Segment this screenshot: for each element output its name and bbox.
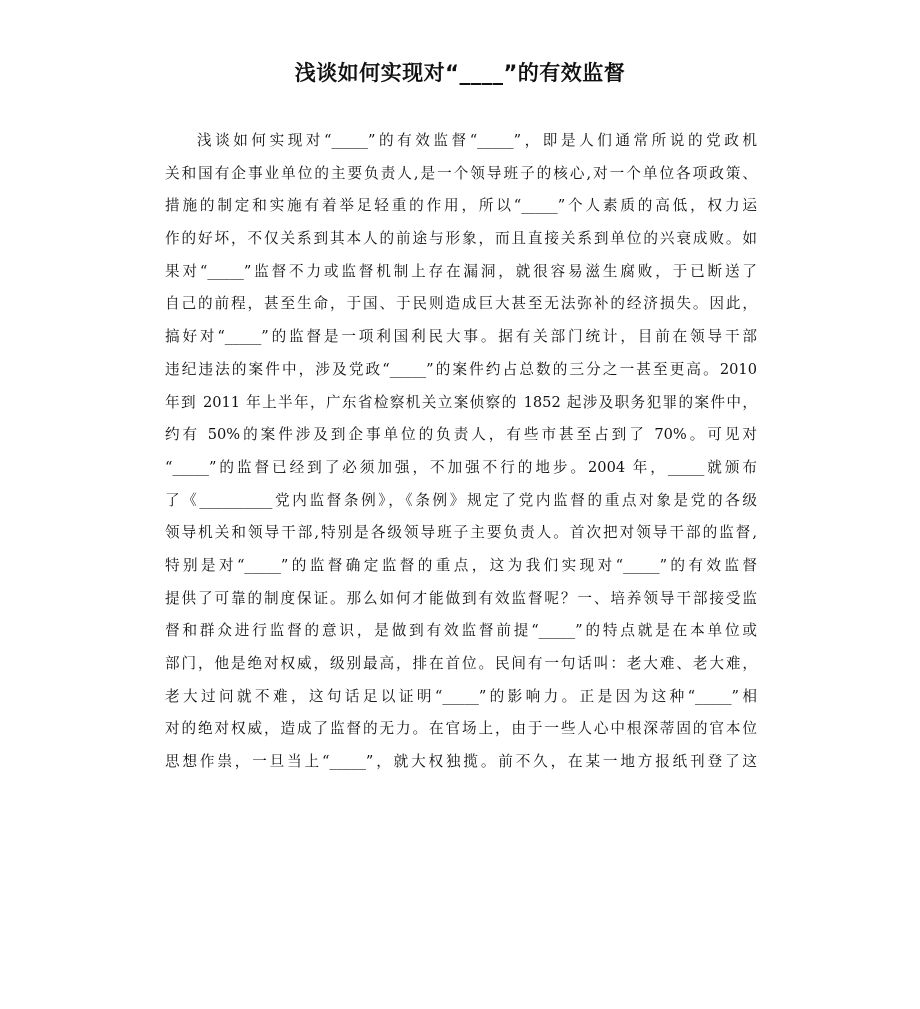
paragraph-line: 作的好坏，不仅关系到其本人的前途与形象，而且直接关系到单位的兴衰成败。如 [165, 230, 757, 248]
paragraph-line: 提供了可靠的制度保证。那么如何才能做到有效监督呢？一、培养领导干部接受监 [165, 589, 757, 607]
paragraph-line: 部门，他是绝对权威，级别最高，排在首位。民间有一句话叫：老大难、老大难， [165, 655, 757, 672]
paragraph-line: 思想作祟，一旦当上“_____”，就大权独揽。前不久，在某一地方报纸刊登了这 [165, 753, 757, 771]
paragraph-line: 特别是对“_____”的监督确定监督的重点，这为我们实现对“_____”的有效监督 [165, 556, 757, 574]
paragraph-line: “_____”的监督已经到了必须加强，不加强不行的地步。2004 年，_____就颁布 [165, 458, 757, 476]
paragraph-line: 对的绝对权威，造成了监督的无力。在官场上，由于一些人心中根深蒂固的官本位 [165, 720, 757, 738]
paragraph-line: 约有 50%的案件涉及到企事单位的负责人，有些市甚至占到了 70%。可见对 [165, 426, 757, 444]
body-paragraph [165, 125, 757, 779]
paragraph-line: 自己的前程，甚至生命，于国、于民则造成巨大甚至无法弥补的经济损失。因此， [165, 295, 757, 313]
paragraph-line: 年到 2011 年上半年，广东省检察机关立案侦察的 1852 起涉及职务犯罪的案件中， [165, 393, 757, 411]
paragraph-line: 违纪违法的案件中，涉及党政“_____”的案件约占总数的三分之一甚至更高。2010 [165, 360, 757, 378]
paragraph-line: 督和群众进行监督的意识，是做到有效监督前提“_____”的特点就是在本单位或 [165, 622, 757, 640]
paragraph-line: 果对“_____”监督不力或监督机制上存在漏洞，就很容易滋生腐败，于已断送了 [165, 262, 757, 280]
paragraph-line: 措施的制定和实施有着举足轻重的作用，所以“_____”个人素质的高低，权力运 [165, 197, 757, 215]
paragraph-line: 了《__________党内监督条例》，《条例》规定了党内监督的重点对象是党的各级 [165, 491, 757, 509]
paragraph-line: 关和国有企事业单位的主要负责人,是一个领导班子的核心,对一个单位各项政策、 [165, 164, 757, 182]
paragraph-line: 领导机关和领导干部,特别是各级领导班子主要负责人。首次把对领导干部的监督, [165, 524, 757, 542]
document-title: 浅谈如何实现对“____”的有效监督 [294, 61, 626, 85]
paragraph-line: 搞好对“_____”的监督是一项利国利民大事。据有关部门统计，目前在领导干部 [165, 328, 757, 346]
paragraph-line: 浅谈如何实现对“_____”的有效监督“_____”，即是人们通常所说的党政机 [197, 132, 757, 149]
paragraph-line: 老大过问就不难，这句话足以证明“_____”的影响力。正是因为这种“_____”相 [165, 687, 757, 705]
